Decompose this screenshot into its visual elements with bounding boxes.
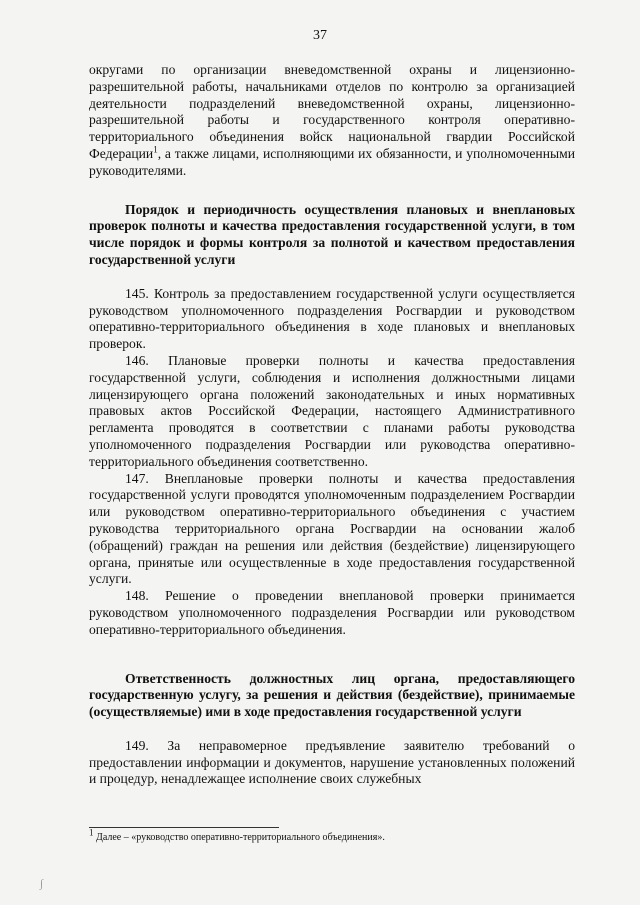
paragraph-148: 148. Решение о проведении внеплановой проверки принимается руководством уполномоченного подразделения Росгвардии или руководством оперативно-территориального объединения.: [89, 588, 575, 637]
intro-text-end: , а также лицами, исполняющими их обязанности, и уполномоченными руководителями.: [89, 145, 575, 178]
paragraph-147: 147. Внеплановые проверки полноты и качества предоставления государственной услуги проводятся уполномоченным подразделением Росгвардии или руководством оперативно-территориального объединения с участием руководства территориального органа Росгвардии на основании жалоб (обращений) граждан на решения или действия (бездействие) лицензирующего органа, принятые или осуществленные в ходе предоставления государственной услуги.: [89, 470, 575, 587]
section-heading-responsibility: Ответственность должностных лиц органа, предоставляющего государственную услугу, за решения и действия (бездействие), принимаемые (осуществляемые) ими в ходе предоставления государственной услуги: [89, 670, 575, 720]
page-number: 37: [313, 28, 327, 43]
document-body: [89, 62, 575, 788]
footnote: [89, 827, 575, 844]
section-heading-inspections: Порядок и периодичность осуществления плановых и внеплановых проверок полноты и качества предоставления государственной услуги, в том числе порядок и формы контроля за полнотой и качеством предоставления государственной услуги: [89, 201, 575, 267]
paragraph-149: 149. За неправомерное предъявление заявителю требований о предоставлении информации и документов, нарушение установленных положений и процедур, ненадлежащее исполнение своих служебных: [89, 737, 575, 787]
scan-mark: ∫: [40, 878, 44, 890]
footnote-text: Далее – «руководство оперативно-территориального объединения».: [96, 832, 385, 843]
intro-text: округами по организации вневедомственной охраны и лицензионно-разрешительной работы, начальниками отделов по контролю за организацией деятельности подразделений вневедомственной охраны, лицензионно-разрешительной работы и государственного контроля оперативно-территориального объединения войск национальной гвардии Российской Федерации: [89, 62, 575, 161]
footnote-marker: 1: [89, 827, 94, 838]
paragraph-146: 146. Плановые проверки полноты и качества предоставления государственной услуги, соблюдения и исполнения должностными лицами лицензирующего органа положений законодательных и иных нормативных правовых актов Российской Федерации, настоящего Административного регламента проводятся в соответствии с планами работы руководства уполномоченного подразделения Росгвардии или руководства оперативно-территориального объединения соответственно.: [89, 352, 575, 469]
footnote-reference: 1: [153, 144, 158, 155]
intro-paragraph: [89, 62, 575, 180]
footnote-divider: [89, 827, 279, 828]
paragraph-145: 145. Контроль за предоставлением государственной услуги осуществляется руководством уполномоченного подразделения Росгвардии и руководством оперативно-территориального объединения в ходе плановых и внеплановых проверок.: [89, 285, 575, 352]
